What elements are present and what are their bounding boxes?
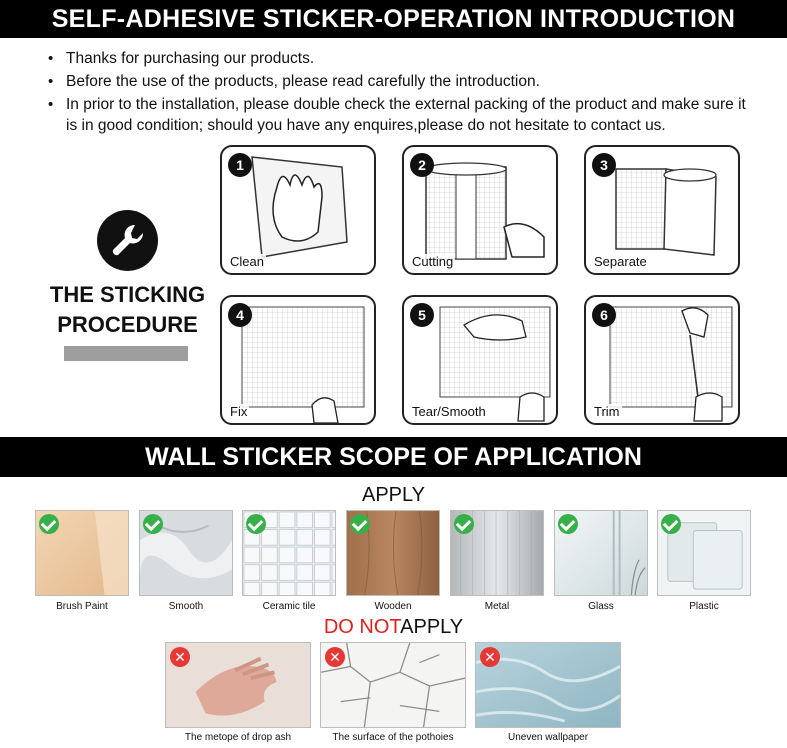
check-icon (143, 514, 163, 534)
not-apply-text: APPLY (400, 616, 464, 638)
step-number: 1 (228, 153, 252, 177)
step-label: Tear/Smooth (412, 404, 486, 419)
check-icon (246, 514, 266, 534)
material-metal (450, 510, 544, 596)
intro-bullet: • Before the use of the products, please read carefully the introduction. (46, 71, 746, 92)
material-label: Brush Paint (56, 601, 108, 612)
material-glass (554, 510, 648, 596)
step-fix (220, 295, 376, 425)
step-clean (220, 145, 376, 275)
step-tear-smooth (402, 295, 558, 425)
intro-bullet: • In prior to the installation, please double check the external packing of the product and make sure it is in good condition; should you have any enquires,please do not hesitate to contact us. (46, 94, 746, 136)
intro-bullets (46, 48, 746, 138)
check-icon (454, 514, 474, 534)
surface-label: The surface of the pothoies (332, 732, 454, 743)
procedure-title (30, 280, 225, 340)
material-label: Wooden (374, 601, 412, 612)
step-number: 6 (592, 303, 616, 327)
step-number: 2 (410, 153, 434, 177)
step-number: 4 (228, 303, 252, 327)
step-number: 3 (592, 153, 616, 177)
material-plastic (657, 510, 751, 596)
material-wooden (346, 510, 440, 596)
procedure-title-line2: PROCEDURE (57, 312, 198, 337)
step-trim (584, 295, 740, 425)
surface-label: The metope of drop ash (184, 732, 292, 743)
apply-title: APPLY (362, 484, 425, 506)
check-icon (558, 514, 578, 534)
page-title-banner: SELF-ADHESIVE STICKER-OPERATION INTRODUCTION (0, 0, 787, 38)
material-brush-paint (35, 510, 129, 596)
material-label: Metal (484, 601, 510, 612)
check-icon (350, 514, 370, 534)
step-label: Separate (594, 254, 647, 269)
material-label: Glass (588, 601, 614, 612)
check-icon (661, 514, 681, 534)
step-label: Fix (230, 404, 248, 419)
procedure-title-line1: THE STICKING (49, 282, 206, 307)
material-label: Plastic (689, 601, 719, 612)
not-apply-red-text: DO NOT (323, 616, 401, 638)
step-label: Clean (230, 254, 264, 269)
surface-drop-ash (165, 642, 311, 728)
cross-icon: ✕ (170, 647, 190, 667)
scope-banner: WALL STICKER SCOPE OF APPLICATION (0, 437, 787, 477)
cross-icon: ✕ (480, 647, 500, 667)
step-number: 5 (410, 303, 434, 327)
step-separate (584, 145, 740, 275)
step-label: Cutting (412, 254, 454, 269)
surface-label: Uneven wallpaper (507, 732, 589, 743)
step-cutting (402, 145, 558, 275)
surface-pothoies (320, 642, 466, 728)
intro-bullet: • Thanks for purchasing our products. (46, 48, 746, 69)
cross-icon: ✕ (325, 647, 345, 667)
not-apply-title (0, 616, 787, 639)
material-ceramic-tile (242, 510, 336, 596)
material-smooth (139, 510, 233, 596)
material-label: Smooth (168, 601, 204, 612)
surface-uneven-wallpaper (475, 642, 621, 728)
check-icon (39, 514, 59, 534)
procedure-divider (64, 346, 188, 361)
wrench-icon (97, 210, 158, 271)
step-label: Trim (594, 404, 620, 419)
material-label: Ceramic tile (262, 601, 316, 612)
